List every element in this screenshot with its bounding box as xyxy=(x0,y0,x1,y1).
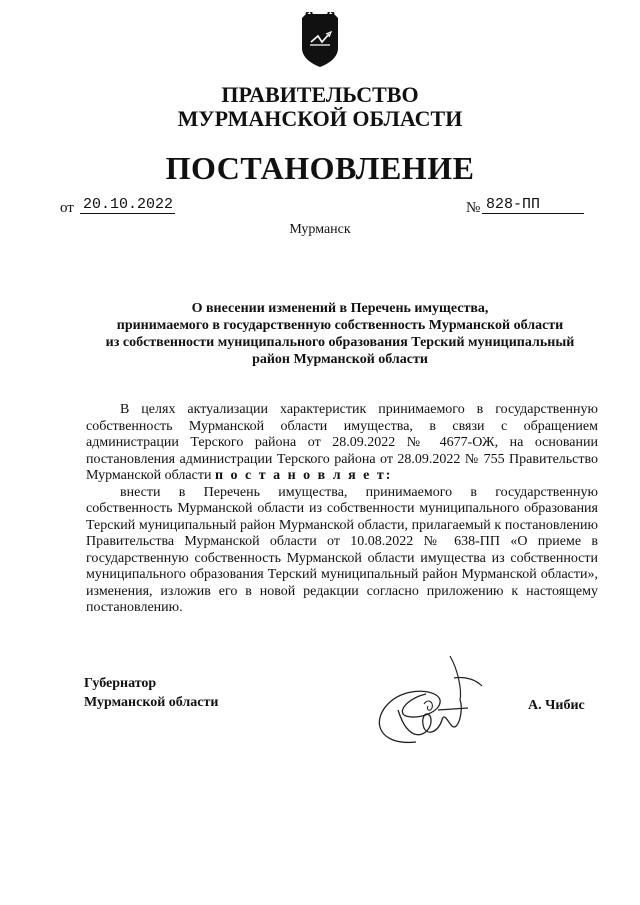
date-label: от xyxy=(60,200,74,216)
title-line: район Мурманской области xyxy=(252,352,428,367)
signer-name: А. Чибис xyxy=(528,698,585,713)
signer-position-line: Губернатор xyxy=(84,676,157,691)
document-title xyxy=(80,300,600,368)
body-paragraph xyxy=(86,402,598,485)
document-type: ПОСТАНОВЛЕНИЕ xyxy=(165,150,475,186)
body-paragraph: внести в Перечень имущества, принимаемого в государственную собственность Мурманской области из собственности муниципального образования Терский муниципальный район Мурманской области, прилагаемый к постановлению Правительства Мурманской области от 10.08.2022 № 638-ПП «О приеме в государственную собственность Мурманской области имущества из собственности муниципального образования Терский муниципальный район Мурманской области», изменения, изложив его в новой редакции согласно приложению к настоящему постановлению. xyxy=(86,484,598,615)
org-name-line1: ПРАВИТЕЛЬСТВО xyxy=(221,82,419,107)
coat-of-arms-icon xyxy=(298,12,342,68)
signer-position xyxy=(84,674,218,712)
document-body xyxy=(86,402,598,617)
org-name-line2: МУРМАНСКОЙ ОБЛАСТИ xyxy=(177,106,463,131)
handwritten-signature xyxy=(368,650,488,760)
number-value: 828-ПП xyxy=(482,196,584,214)
title-line: О внесении изменений в Перечень имущества, xyxy=(191,301,489,316)
date-value: 20.10.2022 xyxy=(80,196,175,214)
number-label: № xyxy=(466,200,481,216)
title-line: из собственности муниципального образования Терский муниципальный xyxy=(105,335,575,350)
paragraph-text: В целях актуализации характеристик принимаемого в государственную собственность Мурманской области имущества, в связи с обращением администрации Терского района от 28.09.2022 № 4677-ОЖ, на основании постановления администрации Терского района от 28.09.2022 № 755 Правительство Мурманской области xyxy=(86,402,598,483)
signer-position-line: Мурманской области xyxy=(84,695,219,710)
title-line: принимаемого в государственную собственность Мурманской области xyxy=(116,318,564,333)
city: Мурманск xyxy=(289,222,351,237)
resolves-word: п о с т а н о в л я е т: xyxy=(214,468,393,483)
